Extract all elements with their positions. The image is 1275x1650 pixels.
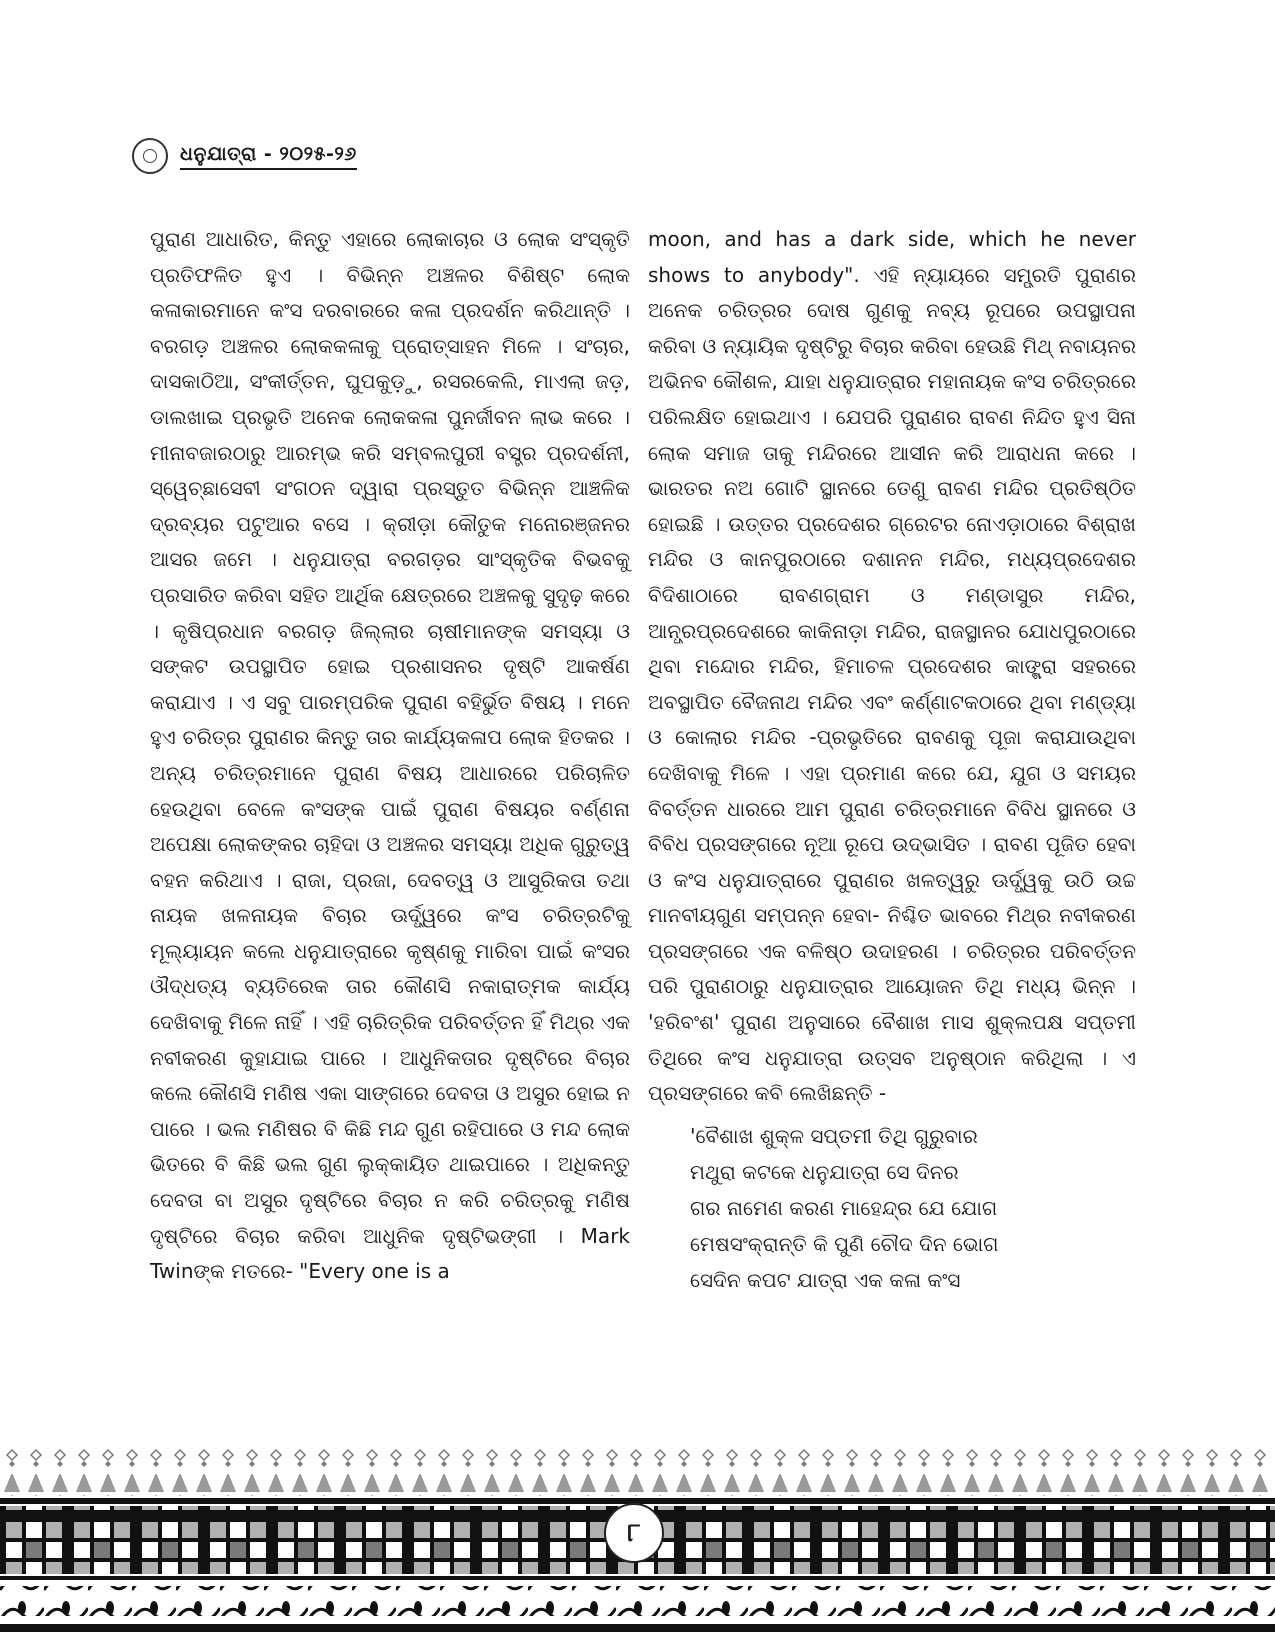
page-header xyxy=(132,136,357,176)
verse-line: 'ବୈଶାଖ ଶୁକ୍ଳ ସପ୍ତମୀ ତିଥି ଗୁରୁବାର xyxy=(690,1123,978,1148)
verse-line: ଗର ନାମେଣ କରଣ ମାହେନ୍ଦ୍ର ଯେ ଯୋଗ xyxy=(690,1195,998,1220)
left-column-text: ପୁରାଣ ଆଧାରିତ, କିନ୍ତୁ ଏହାରେ ଲୋକାଚାର ଓ ଲୋକ ସଂସ୍କୃତି ପ୍ରତିଫଳିତ ହୁଏ । ବିଭିନ୍ନ ଅଞ୍ଚଳର ବିଶିଷ୍ଟ ଲୋକ କଳାକାରମାନେ କଂସ ଦରବାରରେ କଳା ପ୍ରଦର୍ଶନ କରିଥାନ୍ତି । ବରଗଡ଼ ଅଞ୍ଚଳର ଲୋକକଳାକୁ ପ୍ରୋତ୍ସାହନ ମିଳେ । ସଂଚାର, ଦାସକାଠିଆ, ସଂକୀର୍ତ୍ତନ, ଘୁପକୁଡ଼ୁ, ରସରକେଲି, ମାଏଲା ଜଡ଼, ଡାଲଖାଇ ପ୍ରଭୃତି ଅନେକ ଲୋକକଳା ପୁନର୍ଜୀବନ ଲାଭ କରେ । ମୀନାବଜାରଠାରୁ ଆରମ୍ଭ କରି ସମ୍ବଲପୁରୀ ବସ୍ତ୍ର ପ୍ରଦର୍ଶନୀ, ସ୍ୱେଚ୍ଛାସେବୀ ସଂଗଠନ ଦ୍ୱାରା ପ୍ରସ୍ତୁତ ବିଭିନ୍ନ ଆଞ୍ଚଳିକ ଦ୍ରବ୍ୟର ପଟୁଆର ବସେ । କ୍ରୀଡ଼ା କୌତୁକ ମନୋରଞ୍ଜନର ଆସର ଜମେ । ଧନୁଯାତ୍ରା ବରଗଡ଼ର ସାଂସ୍କୃତିକ ବିଭବକୁ ପ୍ରସାରିତ କରିବା ସହିତ ଆର୍ଥିକ କ୍ଷେତ୍ରରେ ଅଞ୍ଚଳକୁ ସୁଦୃଢ଼ କରେ । କୃଷିପ୍ରଧାନ ବରଗଡ଼ ଜିଲ୍ଲାର ଚାଷୀମାନଙ୍କ ସମସ୍ୟା ଓ ସଙ୍କଟ ଉପସ୍ଥାପିତ ହୋଇ ପ୍ରଶାସନର ଦୃଷ୍ଟି ଆକର୍ଷଣ କରାଯାଏ । ଏ ସବୁ ପାରମ୍ପରିକ ପୁରାଣ ବହିର୍ଭୁତ ବିଷୟ । ମନେ ହୁଏ ଚରିତ୍ର ପୁରାଣର କିନ୍ତୁ ତାର କାର୍ଯ୍ୟକଳାପ ଲୋକ ହିତକର । ଅନ୍ୟ ଚରିତ୍ରମାନେ ପୁରାଣ ବିଷୟ ଆଧାରରେ ପରିଚାଳିତ ହେଉଥିବା ବେଳେ କଂସଙ୍କ ପାଇଁ ପୁରାଣ ବିଷୟର ବର୍ଣ୍ଣନା ଅପେକ୍ଷା ଲୋକଙ୍କର ଚାହିଦା ଓ ଅଞ୍ଚଳର ସମସ୍ୟା ଅଧିକ ଗୁରୁତ୍ୱ ବହନ କରିଥାଏ । ରାଜା, ପ୍ରଜା, ଦେବତ୍ୱ ଓ ଆସୁରିକତା ତଥା ନାୟକ ଖଳନାୟକ ବିଚାର ଊର୍ଦ୍ଧ୍ୱରେ କଂସ ଚରିତ୍ରଟିକୁ ମୂଲ୍ୟାୟନ କଲେ ଧନୁଯାତ୍ରାରେ କୃଷ୍ଣକୁ ମାରିବା ପାଇଁ କଂସର ଔଦ୍ଧତ୍ୟ ବ୍ୟତିରେକ ତାର କୌଣସି ନକାରାତ୍ମକ କାର୍ଯ୍ୟ ଦେଖିବାକୁ ମିଳେ ନାହିଁ । ଏହି ଚାରିତ୍ରିକ ପରିବର୍ତ୍ତନ ହିଁ ମିଥ୍ର ଏକ ନବୀକରଣ କୁହାଯାଇ ପାରେ । ଆଧୁନିକତାର ଦୃଷ୍ଟିରେ ବିଚାର କଲେ କୌଣସି ମଣିଷ ଏକା ସାଙ୍ଗରେ ଦେବତା ଓ ଅସୁର ହୋଇ ନ ପାରେ । ଭଲ ମଣିଷର ବି କିଛି ମନ୍ଦ ଗୁଣ ରହିପାରେ ଓ ମନ୍ଦ ଲୋକ ଭିତରେ ବି କିଛି ଭଲ ଗୁଣ ଲୁକ୍କାୟିତ ଥାଇପାରେ । ଅଧିକନ୍ତୁ ଦେବତା ବା ଅସୁର ଦୃଷ୍ଟିରେ ବିଚାର ନ କରି ଚରିତ୍ରକୁ ମଣିଷ ଦୃଷ୍ଟିରେ ବିଚାର କରିବା ଆଧୁନିକ ଦୃଷ୍ଟିଭଙ୍ଗୀ । Mark Twinଙ୍କ ମତରେ- "Every one is a xyxy=(150,227,630,1284)
right-column-text: moon, and has a dark side, which he never shows to anybody". ଏହି ନ୍ୟାୟରେ ସମ୍ପ୍ରତି ପୁରାଣର ଅନେକ ଚରିତ୍ରର ଦୋଷ ଗୁଣକୁ ନବ୍ୟ ରୂପରେ ଉପସ୍ଥାପନା କରିବା ଓ ନ୍ୟାୟିକ ଦୃଷ୍ଟିରୁ ବିଚାର କରିବା ହେଉଛି ମିଥ୍ ନବାୟନର ଅଭିନବ କୌଶଳ, ଯାହା ଧନୁଯାତ୍ରାର ମହାନାୟକ କଂସ ଚରିତ୍ରରେ ପରିଲକ୍ଷିତ ହୋଇଥାଏ । ଯେପରି ପୁରାଣର ରାବଣ ନିନ୍ଦିତ ହୁଏ ସିନା ଲୋକ ସମାଜ ତାକୁ ମନ୍ଦିରରେ ଆସୀନ କରି ଆରାଧନା କରେ । ଭାରତର ନଅ ଗୋଟି ସ୍ଥାନରେ ତେଣୁ ରାବଣ ମନ୍ଦିର ପ୍ରତିଷ୍ଠିତ ହୋଇଛି । ଉତ୍ତର ପ୍ରଦେଶର ଗ୍ରେଟର ନୋଏଡ଼ାଠାରେ ବିଶ୍ରାଖ ମନ୍ଦିର ଓ କାନପୁରଠାରେ ଦଶାନନ ମନ୍ଦିର, ମଧ୍ୟପ୍ରଦେଶର ବିଦିଶାଠାରେ ରାବଣଗ୍ରାମ ଓ ମଣ୍ଡାସୁର ମନ୍ଦିର, ଆନ୍ଧ୍ରପ୍ରଦେଶରେ କାକିନାଡ଼ା ମନ୍ଦିର, ରାଜସ୍ଥାନର ଯୋଧପୁରଠାରେ ଥିବା ମନ୍ଦୋର ମନ୍ଦିର, ହିମାଚଳ ପ୍ରଦେଶର କାଙ୍ଗ୍ରା ସହରରେ ଅବସ୍ଥାପିତ ବୈଜନାଥ ମନ୍ଦିର ଏବଂ କର୍ଣ୍ଣାଟକଠାରେ ଥିବା ମଣ୍ଡ୍ୟା ଓ କୋଲାର ମନ୍ଦିର -ପ୍ରଭୃତିରେ ରାବଣକୁ ପୂଜା କରାଯାଉଥିବା ଦେଖିବାକୁ ମିଳେ । ଏହା ପ୍ରମାଣ କରେ ଯେ, ଯୁଗ ଓ ସମୟର ବିବର୍ତ୍ତନ ଧାରରେ ଆମ ପୁରାଣ ଚରିତ୍ରମାନେ ବିବିଧ ସ୍ଥାନରେ ଓ ବିବିଧ ପ୍ରସଙ୍ଗରେ ନୂଆ ରୂପେ ଉଦ୍ଭାସିତ । ରାବଣ ପୂଜିତ ହେବା ଓ କଂସ ଧନୁଯାତ୍ରାରେ ପୁରାଣର ଖଳତ୍ୱରୁ ଊର୍ଦ୍ଧ୍ୱକୁ ଉଠି ଉଚ୍ଚ ମାନବୀୟଗୁଣ ସମ୍ପନ୍ନ ହେବା- ନିଶ୍ଚିତ ଭାବରେ ମିଥ୍ର ନବୀକରଣ ପ୍ରସଙ୍ଗରେ ଏକ ବଳିଷ୍ଠ ଉଦାହରଣ । ଚରିତ୍ରର ପରିବର୍ତ୍ତନ ପରି ପୁରାଣଠାରୁ ଧନୁଯାତ୍ରାର ଆୟୋଜନ ତିଥି ମଧ୍ୟ ଭିନ୍ନ । 'ହରିବଂଶ' ପୁରାଣ ଅନୁସାରେ ବୈଶାଖ ମାସ ଶୁକ୍ଲପକ୍ଷ ସପ୍ତମୀ ତିଥିରେ କଂସ ଧନୁଯାତ୍ରା ଉତ୍ସବ ଅନୁଷ୍ଠାନ କରିଥିଲା । ଏ ପ୍ରସଙ୍ଗରେ କବି ଲେଖିଛନ୍ତି - xyxy=(648,227,1136,1106)
seal-logo-icon xyxy=(132,138,168,174)
verse-line: ମଥୁରା କଟକେ ଧନୁଯାତ୍ରା ସେ ଦିନର xyxy=(690,1159,959,1184)
verse-line: ମେଷସଂକ୍ରାନ୍ତି କି ପୁଣି ଚୌଦ ଦିନ ଭୋଗ xyxy=(690,1231,999,1256)
header-title: ଧନୁଯାତ୍ରା - ୨୦୨୫-୨୬ xyxy=(180,143,357,170)
verse-block xyxy=(648,1118,1136,1298)
right-column xyxy=(648,222,1136,1298)
left-column xyxy=(150,222,630,1290)
page-number: ୮ xyxy=(604,1503,664,1563)
verse-line: ସେଦିନ କପଟ ଯାତ୍ରା ଏକ କଳା କଂସ xyxy=(690,1267,961,1292)
